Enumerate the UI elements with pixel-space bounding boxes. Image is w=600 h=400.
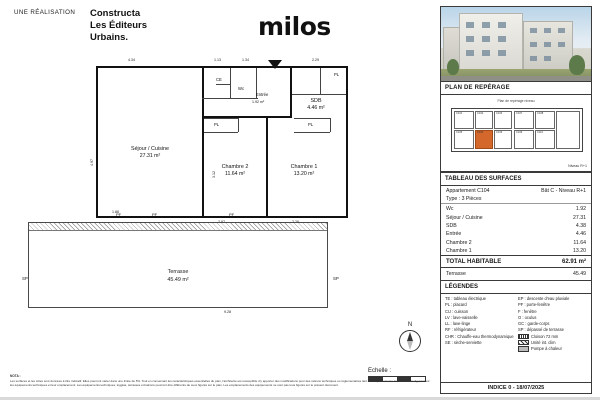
room-chambre-1-area: 13.20 m² [293, 171, 315, 178]
photo-building-right [523, 21, 573, 73]
row-label: Chambre 2 [446, 239, 472, 246]
mini-cell-c104-highlight: C104 [475, 130, 493, 149]
apartment-lot: Bât C - Niveau R+1 [541, 188, 586, 194]
revision-footer: INDICE 0 - 18/07/2025 [441, 382, 591, 393]
legend-item: CHR : Chauffe-eau thermodynamique [445, 333, 514, 339]
mini-cell-c107: C107 [514, 111, 534, 129]
brand-block [90, 8, 147, 44]
heat-pump-swatch-icon [518, 346, 529, 352]
terrasse-name: Terrasse [167, 269, 189, 275]
legend-item: SP : dépassé de terrasse [518, 327, 564, 333]
mini-cell-c101: C101 [454, 111, 474, 129]
dim-top-3: 1.34 [242, 58, 249, 62]
marker-pf-2: PF [152, 212, 158, 217]
legend-columns [441, 294, 591, 352]
closet-line [330, 118, 331, 132]
mini-cell-c109: C109 [514, 130, 534, 149]
info-rail [440, 6, 592, 394]
legend-item: O : oculus [518, 314, 537, 320]
brand-line-2: Les Éditeurs [90, 20, 148, 32]
legend-item: PL : placard [445, 302, 467, 308]
room-chambre-2-area: 11.64 m² [224, 171, 246, 178]
mini-cell-extra [556, 111, 580, 149]
row-label: Chambre 1 [446, 248, 472, 255]
marker-sp-left: SP [22, 276, 28, 281]
terrasse-row [441, 268, 591, 280]
north-indicator [392, 322, 428, 352]
brand-line-1: Constructa [90, 8, 141, 19]
terrasse-hatch [29, 223, 327, 231]
dim-top-2: 1.13 [214, 58, 221, 62]
legend-symbol-item [518, 346, 587, 352]
room-sdb-area: 4.46 m² [307, 105, 325, 112]
row-value: 1.92 [575, 206, 586, 213]
dim-left-1: 4.97 [90, 159, 94, 166]
photo-road [441, 76, 591, 81]
row-value: 4.38 [575, 222, 586, 229]
legend-item: CU : cuisson [445, 308, 469, 314]
table-row [441, 247, 591, 255]
room-sejour-cuisine-area: 27.31 m² [139, 153, 161, 160]
legend-symbol-text: Unité int. clim [531, 339, 556, 345]
closet-line [216, 84, 230, 85]
room-sdb-name: SDB [310, 98, 322, 104]
ac-unit-swatch-icon [518, 340, 529, 346]
row-value: 11.64 [573, 239, 586, 246]
total-habitable-row [441, 255, 591, 268]
dim-terrasse-width: 9.28 [224, 310, 231, 314]
photo-tree [569, 55, 585, 75]
dim-bottom-0: 1.88 [112, 210, 119, 214]
room-sdb [292, 98, 340, 112]
room-chambre-2-name: Chambre 2 [221, 164, 249, 170]
legend-item: RF : réfrigérateur [445, 327, 477, 333]
legend-col-left [445, 296, 514, 352]
closet-line [204, 132, 238, 133]
interior-wall-thin [230, 68, 231, 98]
milos-logo-text: milos [258, 12, 331, 41]
milos-logo [258, 12, 331, 41]
interior-wall-thin [320, 68, 321, 95]
room-chambre-1 [272, 164, 336, 178]
apartment-header [441, 186, 591, 204]
terrasse-area [28, 222, 328, 308]
room-sejour-cuisine-name: Séjour / Cuisine [130, 146, 170, 152]
legend-item: F : fenêtre [518, 308, 537, 314]
terrasse-area-value: 45.49 m² [167, 276, 189, 283]
photo-building-main [459, 13, 523, 73]
legend-symbol-text: Cloison 72 mm [531, 333, 559, 339]
row-label: Séjour / Cuisine [446, 214, 483, 221]
label-placard-2: PL [308, 122, 314, 127]
terrasse-label [29, 269, 327, 284]
marker-sp-right: SP [333, 276, 339, 281]
label-placard-3: PL [334, 72, 340, 77]
entry-arrow-icon [268, 60, 282, 69]
dim-left-3: 3.12 [212, 171, 216, 178]
table-row [441, 239, 591, 247]
surfaces-table-title: TABLEAU DES SURFACES [441, 172, 591, 186]
scale-label: Echelle : [368, 368, 392, 374]
total-label: TOTAL HABITABLE [446, 258, 502, 265]
compass-icon [399, 330, 421, 352]
realisation-label: UNE RÉALISATION [14, 9, 76, 16]
mini-cell-c102: C102 [475, 111, 493, 129]
terrasse-row-value: 45.49 [573, 271, 586, 278]
total-value: 62.91 m² [561, 258, 586, 265]
apartment-type: Type : 3 Pièces [446, 195, 482, 202]
dim-top-1: 4.34 [128, 58, 135, 62]
mini-plan-caption: Plan de repérage niveau [497, 99, 535, 103]
floor-plan-drawing [90, 58, 348, 218]
legend-item: GC : garde-corps [518, 321, 550, 327]
apartment-id: Appartement C104 [446, 188, 490, 194]
interior-wall [266, 118, 268, 216]
interior-wall-thin [202, 98, 258, 99]
building-photo [441, 7, 591, 82]
legend-item: PF : porte-fenêtre [518, 302, 551, 308]
row-label: Entrée [446, 231, 462, 238]
outer-walls [96, 66, 348, 218]
row-value: 13.20 [573, 248, 586, 255]
label-placard-1: PL [214, 122, 220, 127]
table-row [441, 205, 591, 213]
legend-item: SE : sèche-serviette [445, 339, 482, 345]
compass-needle-icon [407, 332, 413, 341]
table-row [441, 230, 591, 238]
table-row [441, 213, 591, 221]
terrasse-row-label: Terrasse [446, 271, 466, 278]
mini-cell-c103: C103 [494, 111, 512, 129]
surfaces-rows [441, 204, 591, 256]
legend-item: EP : descente d'eau pluviale [518, 296, 570, 302]
marker-pf-1: PF [116, 212, 122, 217]
north-label: N [407, 322, 413, 328]
row-label: SDB [446, 222, 457, 229]
room-sejour-cuisine [102, 146, 198, 160]
mini-cell-c105: C105 [454, 130, 474, 149]
mini-cell-c108: C108 [535, 111, 555, 129]
photo-tree [447, 59, 459, 75]
brand-line-3: Urbains. [90, 32, 129, 44]
closet-line [294, 118, 330, 119]
closet-line [204, 118, 238, 119]
legend-item: LV : lave-vaisselle [445, 314, 478, 320]
legend-item: LL : lave-linge [445, 321, 471, 327]
plan-reperage-title: PLAN DE REPÉRAGE [441, 82, 591, 95]
row-value: 4.46 [575, 231, 586, 238]
legend-item: TE : tableau électrique [445, 296, 486, 302]
nota-block [10, 374, 430, 387]
row-value: 27.31 [573, 214, 586, 221]
mini-plan [451, 108, 583, 152]
compass-needle-south-icon [407, 341, 413, 350]
label-entree: Entrée [256, 92, 269, 97]
label-wc: Wc [238, 86, 245, 91]
nota-title: NOTA : [10, 374, 21, 378]
mini-cell-c110: C110 [535, 130, 555, 149]
legend-title: LÉGENDES [441, 280, 591, 294]
closet-line [294, 132, 330, 133]
mini-cell-c106: C106 [494, 130, 512, 149]
nota-text: Les surfaces et les côtes sont données à titre indicatif. Elles pourront varier dans une limite de 5%. Tout en conservant les caractéristiques essentielles du plan, l'architecte est susceptible d'y apporter des modifications pour des raisons techniques ou réglementaires tant en ce qui concerne les dimensions figurant sur les équipements techniques et leur emplacement. Les équipements techniques, loggias, terrasses et balcons pourront être différents de ceux figurés sur le plan. Les emplacements des équipements ne sont pas tous figurés sur le présent document. [10, 378, 430, 387]
mini-plan-level-label: Niveau R+1 [568, 164, 587, 168]
closet-line [238, 118, 239, 132]
wall-72-swatch-icon [518, 334, 529, 340]
row-label: Wc [446, 206, 454, 213]
plan-reperage-figure [441, 95, 591, 172]
dim-top-4: 2.29 [312, 58, 319, 62]
interior-wall-thin [292, 94, 346, 95]
marker-pf-3: PF [229, 212, 235, 217]
legend-symbol-text: Pompe à chaleur [531, 346, 562, 351]
label-entree-area: 1.92 m² [252, 100, 265, 104]
room-chambre-1-name: Chambre 1 [290, 164, 318, 170]
legend-col-right [518, 296, 587, 352]
label-ce: CE [216, 77, 222, 82]
interior-wall [202, 68, 204, 118]
table-row [441, 222, 591, 230]
